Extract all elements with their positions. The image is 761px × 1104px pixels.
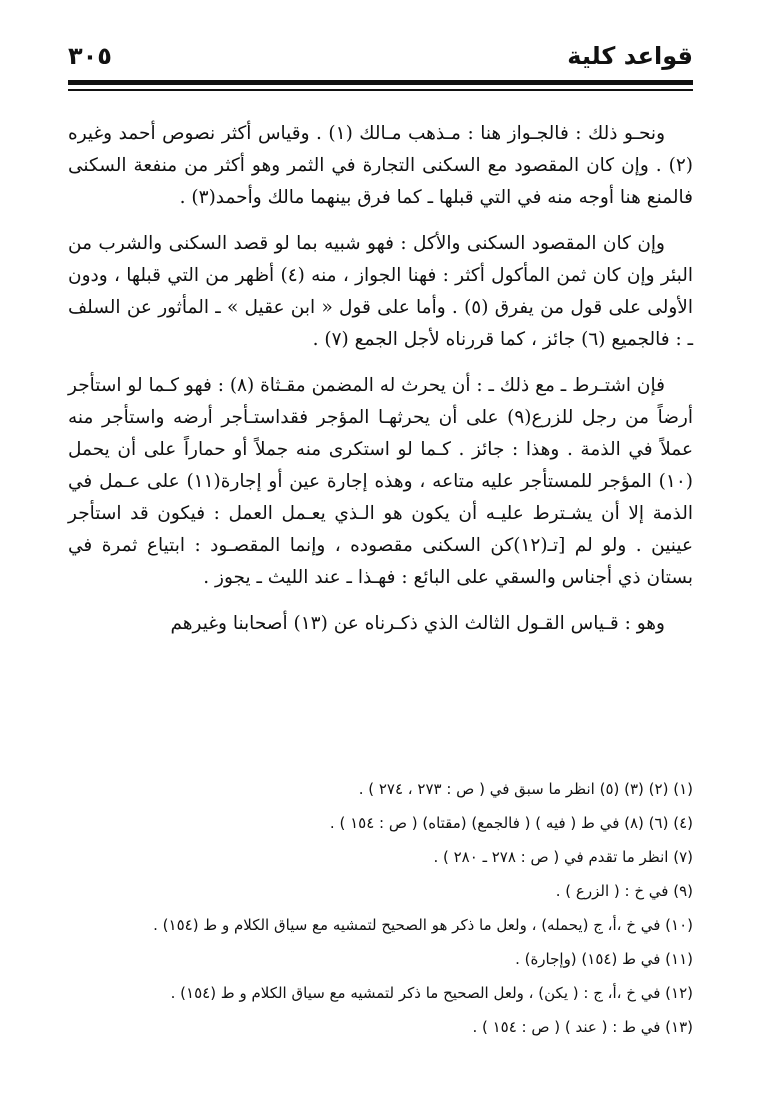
footnote: (١٣) في ط : ( عند ) ( ص : ١٥٤ ) .: [472, 1018, 693, 1036]
main-text: [68, 118, 693, 654]
footnote: (١) (٢) (٣) (٥) انظر ما سبق في ( ص : ٢٧٣ ، ٢٧٤ ) .: [358, 780, 693, 798]
footnote: (٧) انظر ما تقدم في ( ص : ٢٧٨ ـ ٢٨٠ ) .: [433, 848, 693, 866]
footnote: (١٢) في خ ،أ، ج : ( يكن) ، ولعل الصحيح ما ذكر لتمشيه مع سياق الكلام و ط (١٥٤) .: [170, 984, 693, 1002]
paragraph-1: ونحـو ذلك : فالجـواز هنا : مـذهب مـالك (١) . وقياس أكثر نصوص أحمد وغيره (٢) . وإن كان المقصود مع السكنى التجارة في الثمر وهو أكثر من منفعة السكنى فالمنع هنا أوجه منه في التي قبلها ـ كما فرق بينهما مالك وأحمد(٣) .: [68, 123, 693, 208]
paragraph-4: وهو : قـياس القـول الثالث الذي ذكـرناه عن (١٣) أصحابنا وغيرهم: [170, 613, 665, 634]
header-rule-thin: [68, 89, 693, 91]
footnotes: [68, 772, 693, 1044]
footnote: (٤) (٦) (٨) في ط ( فيه ) ( فالجمع) (مقتاه) ( ص : ١٥٤ ) .: [329, 814, 693, 832]
header-rule-thick: [68, 80, 693, 85]
running-header: [68, 40, 693, 80]
footnote: (٩) في خ : ( الزرع ) .: [555, 882, 693, 900]
paragraph-2: وإن كان المقصود السكنى والأكل : فهو شبيه بما لو قصد السكنى والشرب من البئر وإن كان ثمن المأكول أكثر : فهنا الجواز ، منه (٤) أظهر من التي قبلها ، ودون الأولى على قول من يفرق (٥) . وأما على قول « ابن عقيل » ـ المأثور عن السلف ـ : فالجميع (٦) جائز ، كما قررناه لأجل الجمع (٧) .: [68, 233, 693, 350]
page-number: ٣٠٥: [68, 42, 112, 70]
footnote: (١٠) في خ ،أ، ج (يحمله) ، ولعل ما ذكر هو الصحيح لتمشيه مع سياق الكلام و ط (١٥٤) .: [153, 916, 693, 934]
footnote: (١١) في ط (١٥٤) (وإجارة) .: [515, 950, 693, 968]
paragraph-3: فإن اشتـرط ـ مع ذلك ـ : أن يحرث له المضمن مقـثاة (٨) : فهو كـما لو استأجر أرضاً من رجل للزرع(٩) على أن يحرثهـا المؤجر فقداستـأجر أرضه واستأجر منه عملاً في الذمة . وهذا : جائز . كـما لو استكرى منه جملاً أو حماراً على أن يحمل (١٠) المؤجر للمستأجر عليه متاعه ، وهذه إجارة عين أو إجارة(١١) على عـمل في الذمة إلا أن يشـترط عليـه أن يكون هو الـذي يعـمل العمل : فيكون قد استأجر عينين . ولو لم [تـ(١٢)كن السكنى مقصوده ، وإنما المقصـود : ابتياع ثمرة في بستان ذي أجناس والسقي على البائع : فهـذا ـ عند الليث ـ يجوز .: [68, 375, 693, 588]
running-title: قواعد كلية: [567, 42, 693, 70]
